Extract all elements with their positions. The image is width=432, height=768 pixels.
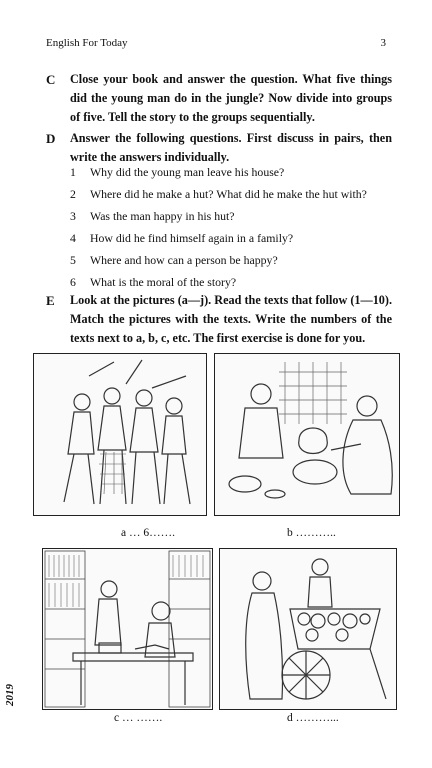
question-text: Where did he make a hut? What did he make the hut with? (90, 187, 367, 201)
question-item (70, 209, 367, 231)
section-d (46, 129, 392, 167)
question-item (70, 253, 367, 275)
picture-a-boys-playing (33, 353, 207, 516)
question-list (70, 165, 367, 297)
question-text: What is the moral of the story? (90, 275, 237, 289)
picture-d-fruit-vendor (219, 548, 397, 710)
question-text: Was the man happy in his hut? (90, 209, 235, 223)
question-text: Where and how can a person be happy? (90, 253, 278, 267)
caption-a: a … 6……. (121, 527, 175, 539)
section-letter: C (46, 72, 56, 87)
section-instructions: Look at the pictures (a—j). Read the texts that follow (1—10). Match the pictures with the texts. Write the numbers of the texts next to a, b, c, etc. The first exercise is done for you. (70, 293, 392, 345)
question-item (70, 165, 367, 187)
question-item (70, 231, 367, 253)
picture-b-family-meal (214, 353, 400, 516)
picture-c-library-study (42, 548, 213, 710)
caption-c: c … ……. (114, 712, 163, 724)
section-c (46, 70, 392, 127)
page-number: 3 (380, 37, 386, 49)
section-instructions: Close your book and answer the question. What five things did the young man do in the jungle? Now divide into groups of five. Tell the story to the groups sequentially. (70, 72, 392, 124)
page-header (46, 37, 386, 53)
question-text: How did he find himself again in a family? (90, 231, 294, 245)
section-e (46, 291, 392, 348)
edition-year: 2019 (4, 684, 16, 706)
section-letter: E (46, 293, 55, 308)
caption-b: b ……….. (287, 527, 336, 539)
question-number: 6 (70, 275, 76, 289)
question-text: Why did the young man leave his house? (90, 165, 285, 179)
caption-d: d ………... (287, 712, 339, 724)
question-number: 3 (70, 209, 76, 223)
running-head: English For Today (46, 37, 128, 49)
question-number: 1 (70, 165, 76, 179)
question-number: 2 (70, 187, 76, 201)
question-number: 5 (70, 253, 76, 267)
section-letter: D (46, 131, 56, 146)
section-instructions: Answer the following questions. First discuss in pairs, then write the answers individually. (70, 131, 392, 164)
question-number: 4 (70, 231, 76, 245)
question-item (70, 187, 367, 209)
